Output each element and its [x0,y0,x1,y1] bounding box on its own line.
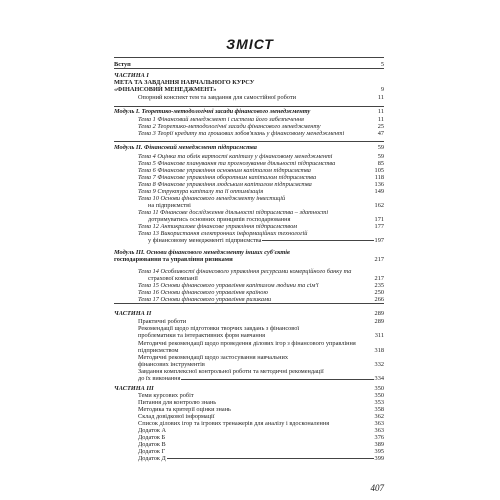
toc-page: ЗМІСТ Вступ 5 ЧАСТИНА І МЕТА ТА ЗАВДАННЯ НАВЧАЛЬНОГО КУРСУ «ФІНАНСОВИЙ МЕНЕДЖМЕНТ» 9 Опорний конспект тем та завдання для самостійної роботи 11 Модуль І. Теоретико-методологічні засади фінансового менеджменту 11 Тема 1 Фінансовий менеджмент і система його забезпечення 11 Тема 2 Теоретико-методологічні засади фінансового менеджменту 25 Тема 3 Теорії кредиту та грошових зобов'язань у фінансовому менеджменті 47 Модуль II. Фінансовий менеджмент підприємства 59 Тема 4 Оцінка та облік вартості капіталу у фінансовому менеджменті 59 Тема 5 Фінансове планування та прогнозування діяльності підприємства 85 Тема 6 Фінансове управління основним капіталом підприємства 105 Тема 7 Фінансове управління оборотним капіталом підприємства 118 Тема 8 Фінансове управління людським капіталом підприємства 136 Тема 9 Структура капіталу та її оптимізація 149 Тема 10 Основи фінансового менеджменту інвестицій на підприємстві 162 Тема 11 Фінансове дослідження діяльності підприємства – здатності дотримуватись основних принципів господарювання 171 Тема 12 Антикризове фінансове управління підприємством 177 Тема 13 Використання електронних інформаційних технологій у фінансовому менеджменті підприємства 197 Модуль III. Основи фінансового менеджменту інших суб'єктів господарювання та управління ризиками 217 Тема 14 Особливості фінансового управління ресурсами комерційного банку та страхової компанії 217 Тема 15 Основи фінансового управління капіталом людини та сім'ї 235 Тема 16 Основи фінансового управління країною 250 Тема 17 Основи фінансового управління ризиками 266 ЧАСТИНА ІІ 289 Практичні роботи 289 Рекомендації щодо підготовки творчих завдань з фінансової проблематики та інтерактивних форм навчання 311 Методичні рекомендації щодо проведення ділових ігор з фінансового управління підприємством 318 Методичні рекомендації щодо застосування навчальних фінансових інструментів 332 Завдання комплексної контрольної роботи та методичні рекомендації до їх виконання 334 ЧАСТИНА ІІІ 350 Теми курсових робіт 350 Питання для контролю знань 353 Методика та критерії оцінки знань 358 Склад довідкової інформації 362 Список ділових ігор та ігрових тренажерів для аналізу і вдосконалення 363 Додаток А 363 Додаток Б 376 Додаток В 389 Додаток Г 395 Додаток Д 399 407 [0,0,500,500]
rule-after-part1-header [114,106,384,107]
page-number: 407 [370,483,384,493]
rule-after-intro [114,68,384,69]
page-title: ЗМІСТ [226,36,274,52]
top-rule [114,57,384,58]
rule-after-module1 [114,141,384,142]
rule-after-module3 [114,303,384,304]
